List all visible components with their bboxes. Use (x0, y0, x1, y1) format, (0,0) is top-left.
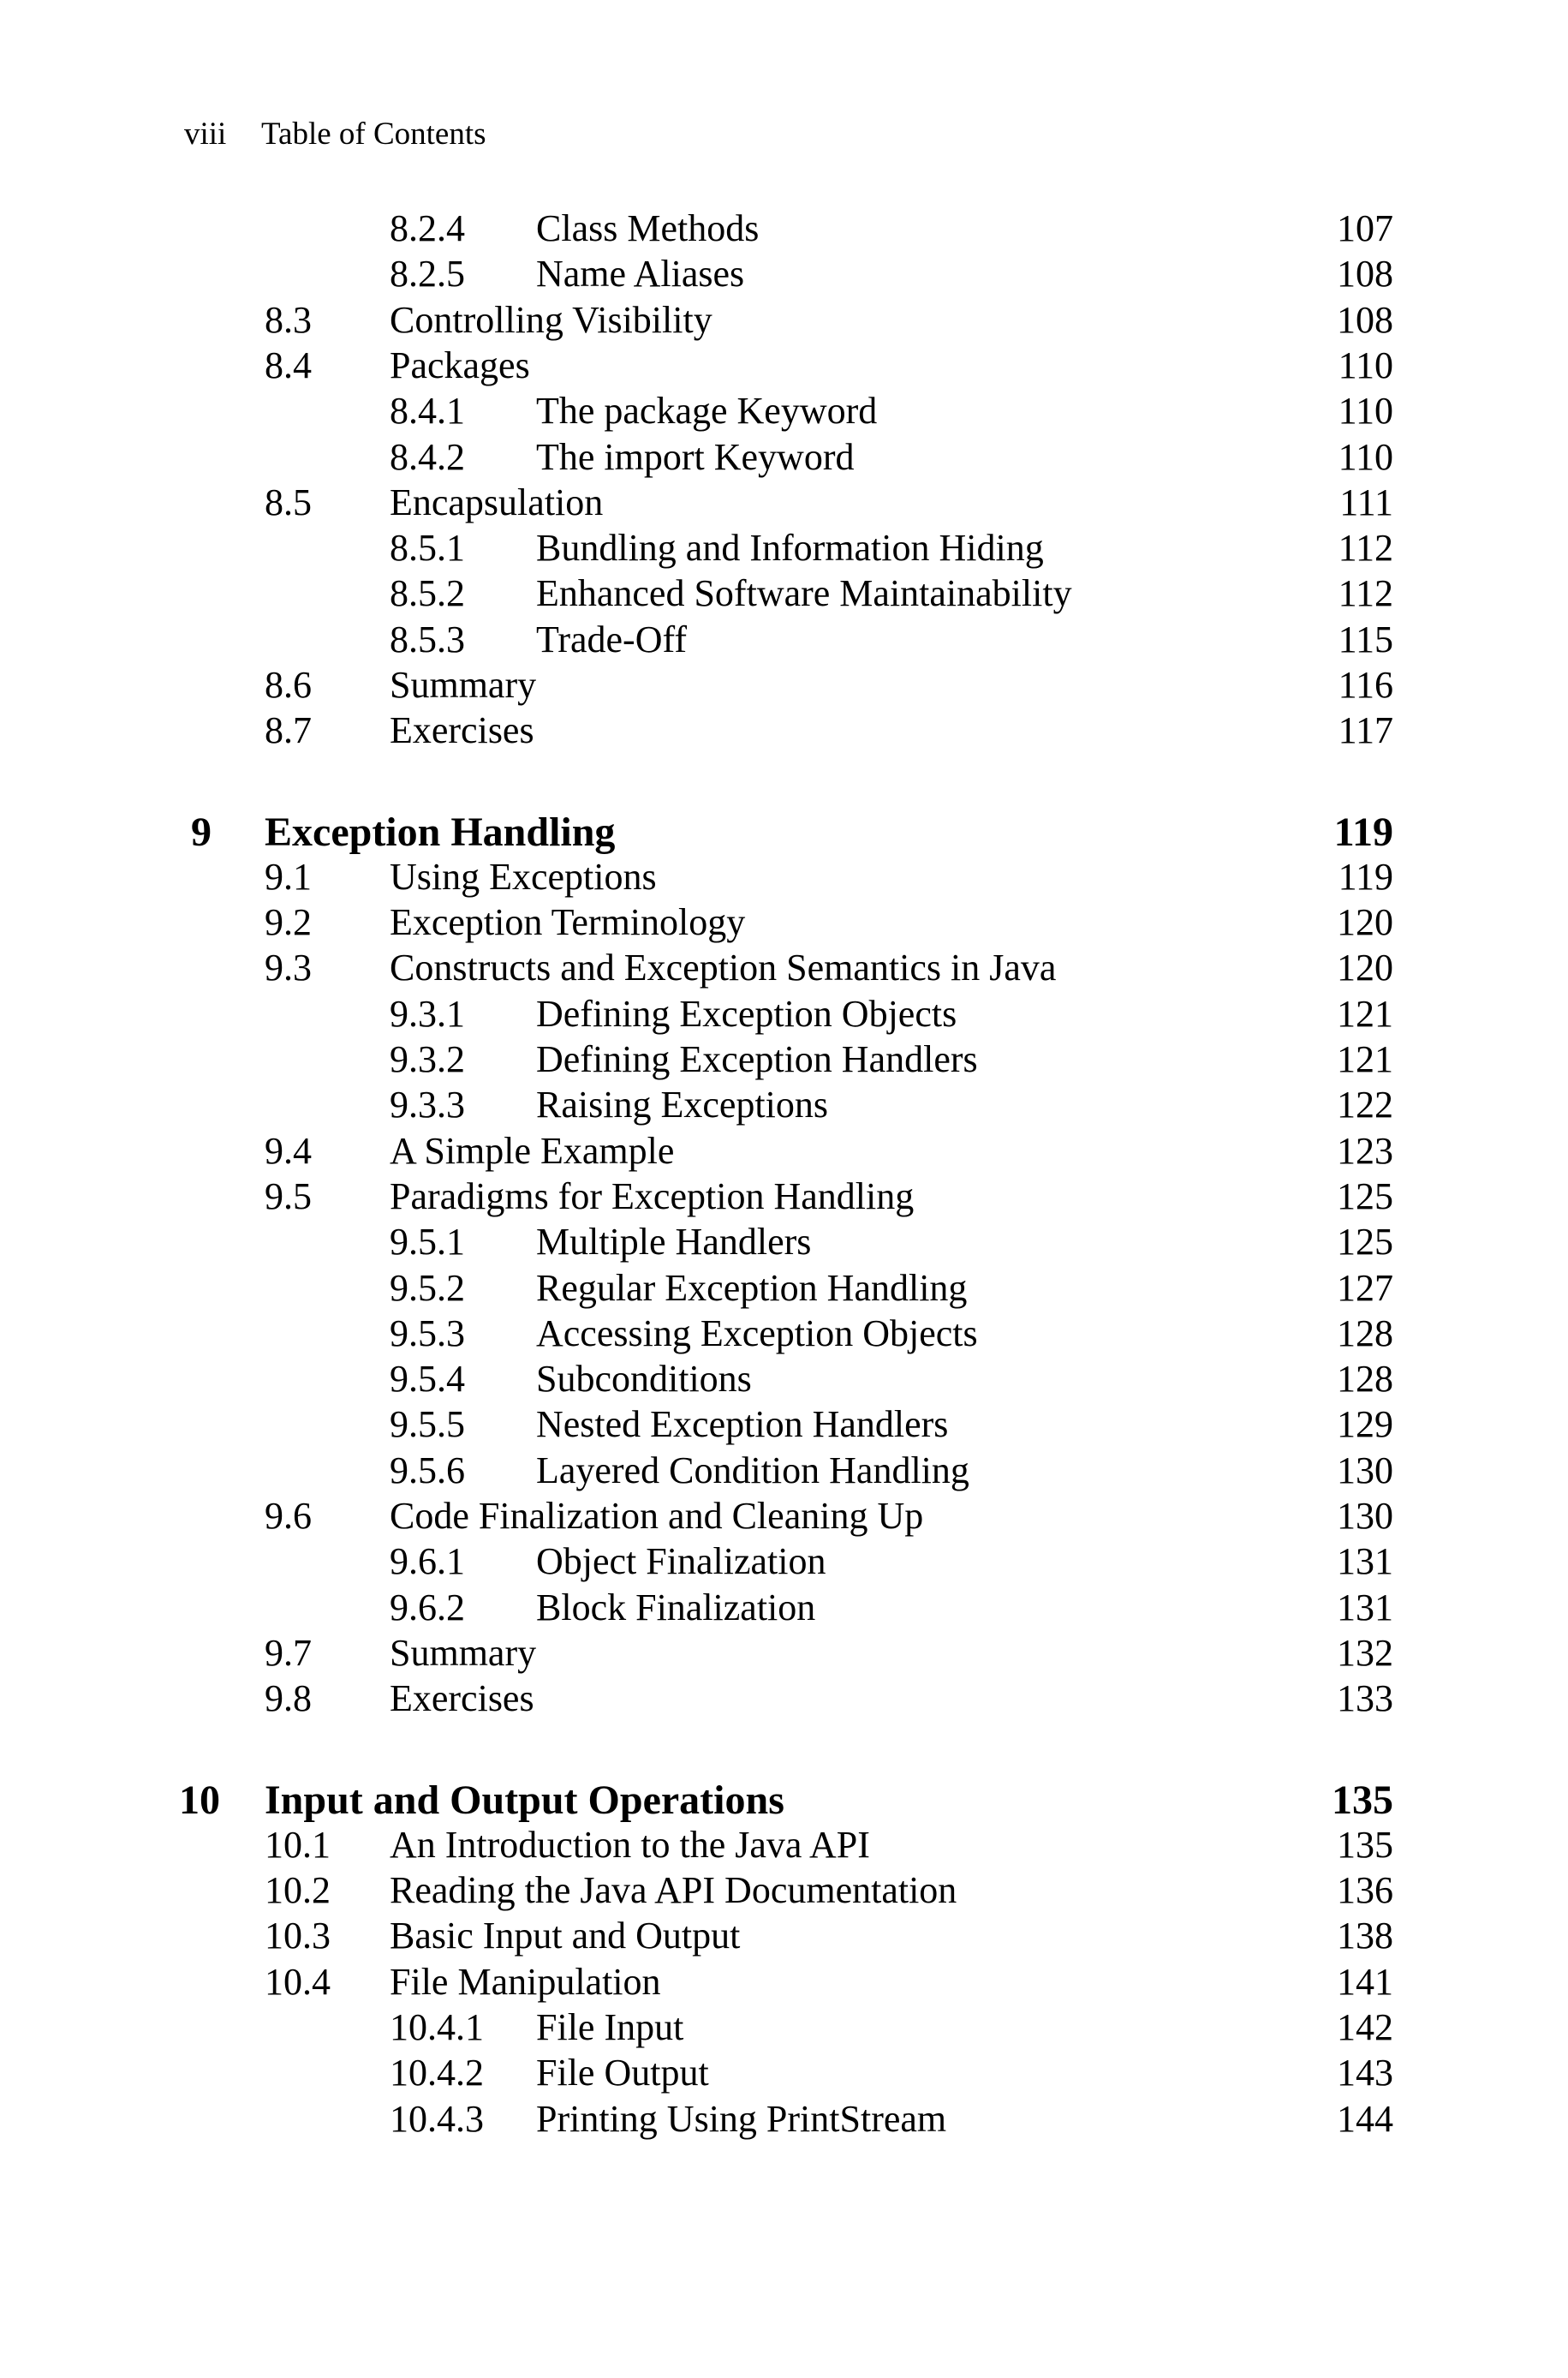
toc-entry-page: 115 (1338, 618, 1393, 660)
toc-section-entry (0, 1630, 1568, 1676)
toc-entry-page: 121 (1337, 993, 1393, 1035)
toc-entry-page: 111 (1339, 481, 1393, 523)
toc-entry-title: Basic Input and Output (390, 1915, 741, 1957)
toc-subsection-entry (0, 991, 1568, 1037)
toc-entry-number: 9.5.1 (390, 1221, 465, 1263)
toc-entry-number: 9 (191, 810, 212, 855)
running-head (184, 118, 486, 150)
toc-entry-page: 131 (1337, 1586, 1393, 1628)
toc-subsection-entry (0, 206, 1568, 252)
toc-entry-title: Enhanced Software Maintainability (536, 572, 1072, 614)
toc-entry-page: 130 (1337, 1449, 1393, 1491)
toc-entry-title: File Input (536, 2006, 684, 2048)
toc-entry-title: Layered Condition Handling (536, 1449, 969, 1491)
toc-entry-title: Defining Exception Handlers (536, 1038, 978, 1080)
toc-entry-number: 9.5.2 (390, 1267, 465, 1309)
toc-subsection-entry (0, 388, 1568, 434)
toc-entry-number: 8.2.4 (390, 207, 465, 249)
toc-subsection-entry (0, 1401, 1568, 1448)
toc-entry-page: 136 (1337, 1869, 1393, 1911)
toc-entry-title: Summary (390, 1632, 537, 1674)
toc-entry-title: Bundling and Information Hiding (536, 527, 1044, 569)
toc-section-entry (0, 1822, 1568, 1868)
toc-entry-page: 119 (1333, 810, 1393, 855)
toc-entry-title: Packages (390, 344, 530, 386)
toc-subsection-entry (0, 571, 1568, 617)
toc-entry-number: 8.5.2 (390, 572, 465, 614)
toc-entry-page: 108 (1337, 299, 1393, 341)
toc-entry-page: 141 (1337, 1961, 1393, 2003)
toc-entry-page: 128 (1337, 1358, 1393, 1400)
toc-entry-page: 130 (1337, 1495, 1393, 1537)
toc-entry-number: 9.8 (265, 1677, 312, 1719)
toc-entry-title: Defining Exception Objects (536, 993, 957, 1035)
toc-subsection-entry (0, 2050, 1568, 2096)
toc-entry-number: 9.3.1 (390, 993, 465, 1035)
toc-entry-page: 131 (1337, 1540, 1393, 1582)
toc-entry-number: 9.5.3 (390, 1312, 465, 1354)
toc-entry-page: 110 (1338, 436, 1393, 478)
toc-entry-number: 9.3.2 (390, 1038, 465, 1080)
toc-subsection-entry (0, 1265, 1568, 1311)
toc-section-entry (0, 899, 1568, 946)
toc-entry-page: 123 (1337, 1130, 1393, 1172)
toc-entry-page: 116 (1338, 664, 1393, 706)
toc-entry-title: Controlling Visibility (390, 299, 712, 341)
toc-entry-page: 121 (1337, 1038, 1393, 1080)
toc-entry-page: 125 (1337, 1221, 1393, 1263)
toc-entry-number: 8.5 (265, 481, 312, 523)
toc-subsection-entry (0, 251, 1568, 297)
toc-subsection-entry (0, 1219, 1568, 1265)
toc-entry-title: Nested Exception Handlers (536, 1403, 949, 1445)
toc-entry-page: 144 (1337, 2098, 1393, 2140)
toc-entry-title: Object Finalization (536, 1540, 826, 1582)
toc-entry-number: 9.6.1 (390, 1540, 465, 1582)
toc-entry-number: 8.6 (265, 664, 312, 706)
toc-section-entry (0, 662, 1568, 708)
toc-entry-page: 108 (1337, 253, 1393, 295)
toc-entry-title: Code Finalization and Cleaning Up (390, 1495, 924, 1537)
toc-entry-number: 9.7 (265, 1632, 312, 1674)
toc-entry-title: Accessing Exception Objects (536, 1312, 978, 1354)
toc-entry-title: Reading the Java API Documentation (390, 1869, 957, 1911)
toc-entry-title: An Introduction to the Java API (390, 1824, 870, 1866)
toc-chapter-entry (0, 1775, 1568, 1826)
toc-section-entry (0, 343, 1568, 389)
toc-entry-page: 135 (1332, 1778, 1393, 1823)
toc-entry-number: 10.3 (265, 1915, 331, 1957)
toc-section-entry (0, 1959, 1568, 2005)
toc-entry-number: 10.4 (265, 1961, 331, 2003)
toc-chapter-entry (0, 807, 1568, 858)
toc-entry-number: 8.4.2 (390, 436, 465, 478)
toc-entry-page: 143 (1337, 2052, 1393, 2094)
toc-entry-title: The package Keyword (536, 390, 878, 432)
toc-entry-page: 132 (1337, 1632, 1393, 1674)
toc-entry-number: 9.6.2 (390, 1586, 465, 1628)
toc-entry-number: 9.5.5 (390, 1403, 465, 1445)
toc-entry-page: 135 (1337, 1824, 1393, 1866)
toc-subsection-entry (0, 1448, 1568, 1494)
toc-entry-title: Using Exceptions (390, 856, 657, 898)
toc-subsection-entry (0, 1037, 1568, 1083)
toc-entry-title: Printing Using PrintStream (536, 2098, 947, 2140)
toc-subsection-entry (0, 2096, 1568, 2142)
toc-subsection-entry (0, 1082, 1568, 1128)
toc-entry-page: 122 (1337, 1084, 1393, 1126)
toc-entry-page: 138 (1337, 1915, 1393, 1957)
toc-entry-title: Exception Handling (265, 810, 616, 855)
toc-section-entry (0, 854, 1568, 900)
toc-entry-number: 10.4.3 (390, 2098, 484, 2140)
toc-entry-number: 8.4.1 (390, 390, 465, 432)
toc-entry-title: Trade-Off (536, 618, 687, 660)
toc-entry-title: Constructs and Exception Semantics in Java (390, 947, 1057, 989)
toc-entry-number: 10.4.2 (390, 2052, 484, 2094)
toc-entry-number: 8.5.3 (390, 618, 465, 660)
toc-entry-page: 110 (1338, 344, 1393, 386)
toc-entry-number: 9.2 (265, 901, 312, 943)
toc-entry-number: 9.6 (265, 1495, 312, 1537)
toc-entry-page: 120 (1337, 901, 1393, 943)
toc-section-entry (0, 297, 1568, 344)
toc-entry-number: 8.3 (265, 299, 312, 341)
toc-section-entry (0, 945, 1568, 991)
toc-entry-page: 133 (1337, 1677, 1393, 1719)
toc-subsection-entry (0, 434, 1568, 481)
toc-entry-number: 8.5.1 (390, 527, 465, 569)
toc-entry-number: 9.5.6 (390, 1449, 465, 1491)
toc-entry-page: 129 (1337, 1403, 1393, 1445)
toc-subsection-entry (0, 1356, 1568, 1402)
toc-entry-title: Multiple Handlers (536, 1221, 812, 1263)
toc-section-entry (0, 708, 1568, 754)
toc-entry-number: 8.2.5 (390, 253, 465, 295)
toc-section-entry (0, 1128, 1568, 1174)
toc-entry-title: Block Finalization (536, 1586, 816, 1628)
toc-subsection-entry (0, 525, 1568, 571)
toc-subsection-entry (0, 2005, 1568, 2051)
toc-entry-number: 9.5 (265, 1175, 312, 1217)
toc-entry-page: 112 (1338, 572, 1393, 614)
toc-entry-page: 119 (1338, 856, 1393, 898)
toc-entry-title: Paradigms for Exception Handling (390, 1175, 915, 1217)
toc-entry-page: 120 (1337, 947, 1393, 989)
toc-entry-title: Encapsulation (390, 481, 604, 523)
toc-entry-number: 10.4.1 (390, 2006, 484, 2048)
toc-section-entry (0, 480, 1568, 526)
toc-entry-page: 117 (1338, 709, 1393, 751)
toc-entry-page: 127 (1337, 1267, 1393, 1309)
toc-section-entry (0, 1867, 1568, 1914)
toc-entry-page: 110 (1338, 390, 1393, 432)
toc-entry-title: Raising Exceptions (536, 1084, 828, 1126)
toc-entry-title: File Output (536, 2052, 709, 2094)
toc-entry-title: Input and Output Operations (265, 1778, 784, 1823)
toc-entry-number: 10.2 (265, 1869, 331, 1911)
toc-entry-page: 125 (1337, 1175, 1393, 1217)
toc-entry-number: 9.1 (265, 856, 312, 898)
toc-entry-title: File Manipulation (390, 1961, 661, 2003)
toc-entry-number: 9.3.3 (390, 1084, 465, 1126)
toc-subsection-entry (0, 1311, 1568, 1357)
toc-entry-number: 10 (179, 1778, 220, 1823)
toc-entry-title: A Simple Example (390, 1130, 675, 1172)
toc-entry-title: Name Aliases (536, 253, 745, 295)
toc-subsection-entry (0, 1539, 1568, 1585)
toc-section-entry (0, 1676, 1568, 1722)
toc-section-entry (0, 1493, 1568, 1539)
toc-entry-page: 142 (1337, 2006, 1393, 2048)
toc-entry-title: Exercises (390, 709, 534, 751)
toc-entry-title: The import Keyword (536, 436, 855, 478)
toc-entry-number: 9.3 (265, 947, 312, 989)
toc-entry-title: Exception Terminology (390, 901, 746, 943)
toc-subsection-entry (0, 617, 1568, 663)
toc-entry-number: 8.4 (265, 344, 312, 386)
toc-entry-title: Exercises (390, 1677, 534, 1719)
toc-entry-number: 9.4 (265, 1130, 312, 1172)
toc-entry-title: Summary (390, 664, 537, 706)
toc-entry-page: 128 (1337, 1312, 1393, 1354)
running-head-title: Table of Contents (261, 117, 486, 152)
toc-entry-title: Regular Exception Handling (536, 1267, 968, 1309)
toc-entry-page: 107 (1337, 207, 1393, 249)
page-number: viii (184, 117, 227, 152)
toc-section-entry (0, 1913, 1568, 1959)
toc-entry-title: Class Methods (536, 207, 760, 249)
toc-entry-number: 10.1 (265, 1824, 331, 1866)
toc-section-entry (0, 1174, 1568, 1220)
toc-entry-page: 112 (1338, 527, 1393, 569)
toc-entry-number: 8.7 (265, 709, 312, 751)
toc-entry-number: 9.5.4 (390, 1358, 465, 1400)
toc-subsection-entry (0, 1585, 1568, 1631)
toc-entry-title: Subconditions (536, 1358, 752, 1400)
